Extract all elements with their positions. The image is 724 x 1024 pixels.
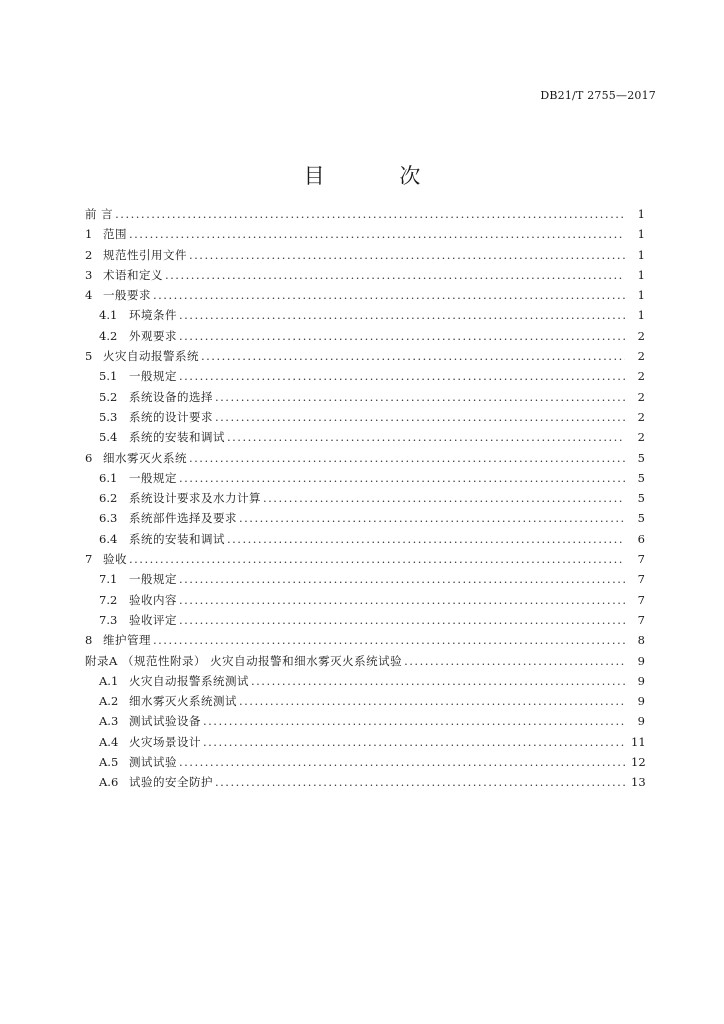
toc-entry-number: 4: [85, 288, 93, 303]
toc-entry[interactable]: [85, 226, 645, 246]
toc-dot-leader: [115, 207, 625, 221]
toc-dot-leader: [129, 552, 625, 566]
toc-entry-number: 5: [85, 349, 93, 364]
toc-dot-leader: [203, 735, 625, 749]
toc-entry-page: 5: [637, 511, 645, 526]
toc-entry-number: 1: [85, 227, 93, 242]
toc-entry-page: 9: [637, 714, 645, 729]
toc-entry-number: 5.4: [99, 430, 118, 445]
toc-entry-label: 前 言: [85, 207, 114, 221]
toc-entry-label: 细水雾灭火系统测试: [129, 694, 237, 709]
toc-entry-number: 6.3: [99, 511, 118, 526]
toc-entry-label: 试验的安全防护: [129, 775, 213, 790]
toc-entry-page: 5: [637, 491, 645, 506]
toc-entry-label: 一般要求: [103, 288, 151, 303]
toc-dot-leader: [179, 755, 625, 769]
toc-entry-label: 系统设备的选择: [129, 389, 213, 404]
toc-entry-page: 5: [637, 470, 645, 485]
toc-dot-leader: [179, 471, 625, 485]
toc-entry-label: 系统的设计要求: [129, 409, 213, 424]
toc-entry-number: A.1: [99, 673, 119, 688]
toc-entry-page: 7: [637, 592, 645, 607]
toc-entry-label: 细水雾灭火系统: [103, 450, 187, 465]
toc-entry-number: 3: [85, 267, 93, 282]
toc-entry-number: 7.1: [99, 572, 118, 587]
toc-entry-label: 火灾自动报警系统测试: [129, 673, 249, 688]
toc-entry[interactable]: [85, 287, 645, 307]
toc-entry-label: 范围: [103, 227, 127, 242]
toc-dot-leader: [179, 613, 625, 627]
toc-dot-leader: [404, 654, 625, 668]
toc-entry-page: 6: [637, 531, 645, 546]
toc-entry-label: 验收评定: [129, 612, 177, 627]
toc-entry-number: A.3: [99, 714, 119, 729]
toc-dot-leader: [203, 714, 625, 728]
toc-entry-number: 4.1: [99, 308, 118, 323]
toc-dot-leader: [227, 532, 625, 546]
toc-entry-page: 13: [631, 775, 646, 790]
toc-dot-leader: [153, 288, 625, 302]
toc-entry-label: 一般规定: [129, 572, 177, 587]
toc-entry-label: 验收内容: [129, 592, 177, 607]
toc-dot-leader: [179, 329, 625, 343]
toc-entry-page: 1: [637, 308, 645, 323]
toc-entry-page: 1: [637, 267, 645, 282]
toc-entry[interactable]: [85, 693, 645, 713]
toc-entry[interactable]: [85, 450, 645, 470]
toc-entry-label: 测试试验: [129, 755, 177, 770]
toc-dot-leader: [201, 349, 625, 363]
toc-entry-number: 7.3: [99, 612, 118, 627]
toc-entry-page: 1: [637, 288, 645, 303]
toc-entry[interactable]: [85, 653, 645, 673]
toc-dot-leader: [179, 308, 625, 322]
toc-entry-label: 验收: [103, 552, 127, 567]
document-code: DB21/T 2755—2017: [540, 89, 656, 102]
toc-entry-number: 6.2: [99, 491, 118, 506]
toc-entry-number: 8: [85, 633, 93, 648]
toc-entry-number: A.6: [99, 775, 119, 790]
toc-dot-leader: [129, 227, 625, 241]
toc-dot-leader: [189, 248, 625, 262]
toc-entry-number: 2: [85, 247, 93, 262]
toc-entry-number: 7: [85, 552, 93, 567]
toc-entry[interactable]: [85, 612, 645, 632]
toc-entry-number: 7.2: [99, 592, 118, 607]
toc-dot-leader: [227, 430, 625, 444]
toc-entry-page: 9: [637, 694, 645, 709]
toc-entry-page: 2: [637, 389, 645, 404]
page-title: 目 次: [303, 164, 455, 188]
toc-entry[interactable]: [85, 368, 645, 388]
toc-entry[interactable]: [85, 206, 645, 226]
toc-entry-page: 2: [637, 430, 645, 445]
toc-entry-page: 2: [637, 328, 645, 343]
toc-entry[interactable]: [85, 571, 645, 591]
toc-entry[interactable]: [85, 774, 645, 794]
toc-dot-leader: [179, 369, 625, 383]
toc-entry-page: 7: [637, 552, 645, 567]
toc-dot-leader: [189, 451, 625, 465]
toc-dot-leader: [239, 511, 625, 525]
toc-entry-label: 火灾自动报警系统: [103, 349, 199, 364]
toc-entry-label: 系统的安装和调试: [129, 430, 225, 445]
toc-entry-page: 5: [637, 450, 645, 465]
toc-entry-page: 1: [637, 207, 645, 221]
toc-entry[interactable]: [85, 673, 645, 693]
toc-dot-leader: [153, 633, 625, 647]
toc-entry-number: A.5: [99, 755, 119, 770]
toc-entry-number: 5.1: [99, 369, 118, 384]
toc-dot-leader: [251, 674, 625, 688]
toc-dot-leader: [179, 593, 625, 607]
toc-entry-page: 1: [637, 247, 645, 262]
toc-entry-page: 1: [637, 227, 645, 242]
toc-entry-label: 环境条件: [129, 308, 177, 323]
toc-entry-number: A.4: [99, 734, 119, 749]
toc-entry[interactable]: [85, 348, 645, 368]
toc-entry[interactable]: [85, 389, 645, 409]
toc-entry[interactable]: [85, 429, 645, 449]
toc-entry[interactable]: [85, 328, 645, 348]
toc-entry-label: 规范性引用文件: [103, 247, 187, 262]
toc-entry-label: 火灾场景设计: [129, 734, 201, 749]
toc-entry[interactable]: [85, 307, 645, 327]
toc-entry-label: 维护管理: [103, 633, 151, 648]
toc-entry-number: 6.4: [99, 531, 118, 546]
toc-dot-leader: [215, 390, 625, 404]
toc-entry-label: 一般规定: [129, 470, 177, 485]
toc-entry-page: 2: [637, 349, 645, 364]
toc-dot-leader: [263, 491, 625, 505]
toc-entry[interactable]: [85, 734, 645, 754]
toc-entry-page: 8: [637, 633, 645, 648]
toc-entry-label: 附录A （规范性附录） 火灾自动报警和细水雾灭火系统试验: [85, 653, 403, 668]
toc-entry-label: 外观要求: [129, 328, 177, 343]
toc-entry-page: 2: [637, 409, 645, 424]
toc-entry-label: 一般规定: [129, 369, 177, 384]
toc-entry[interactable]: [85, 592, 645, 612]
toc-entry-page: 7: [637, 612, 645, 627]
toc-dot-leader: [165, 268, 625, 282]
toc-entry[interactable]: [85, 632, 645, 652]
toc-entry[interactable]: [85, 267, 645, 287]
toc-entry-page: 9: [637, 653, 645, 668]
toc-entry[interactable]: [85, 510, 645, 530]
toc-entry[interactable]: [85, 470, 645, 490]
toc-entry-number: A.2: [99, 694, 119, 709]
toc-entry[interactable]: [85, 713, 645, 733]
toc-dot-leader: [179, 572, 625, 586]
toc-entry-page: 12: [631, 755, 646, 770]
toc-entry-number: 6: [85, 450, 93, 465]
toc-dot-leader: [215, 410, 625, 424]
toc-entry-label: 系统部件选择及要求: [129, 511, 237, 526]
toc-entry[interactable]: [85, 490, 645, 510]
toc-entry[interactable]: [85, 531, 645, 551]
toc-entry-number: 5.2: [99, 389, 118, 404]
toc-entry-label: 测试试验设备: [129, 714, 201, 729]
toc-entry[interactable]: [85, 409, 645, 429]
toc-entry-page: 7: [637, 572, 645, 587]
toc-entry-page: 11: [631, 734, 646, 749]
toc-entry-number: 4.2: [99, 328, 118, 343]
toc-dot-leader: [215, 775, 625, 789]
toc-entry[interactable]: [85, 551, 645, 571]
toc-entry-label: 术语和定义: [103, 267, 163, 282]
toc-entry-number: 5.3: [99, 409, 118, 424]
toc-entry-label: 系统设计要求及水力计算: [129, 491, 261, 506]
toc-entry-page: 2: [637, 369, 645, 384]
toc-entry[interactable]: [85, 754, 645, 774]
toc-entry-label: 系统的安装和调试: [129, 531, 225, 546]
toc-dot-leader: [239, 694, 625, 708]
toc-entry[interactable]: [85, 247, 645, 267]
toc-entry-page: 9: [637, 673, 645, 688]
table-of-contents: [85, 206, 645, 795]
toc-entry-number: 6.1: [99, 470, 118, 485]
